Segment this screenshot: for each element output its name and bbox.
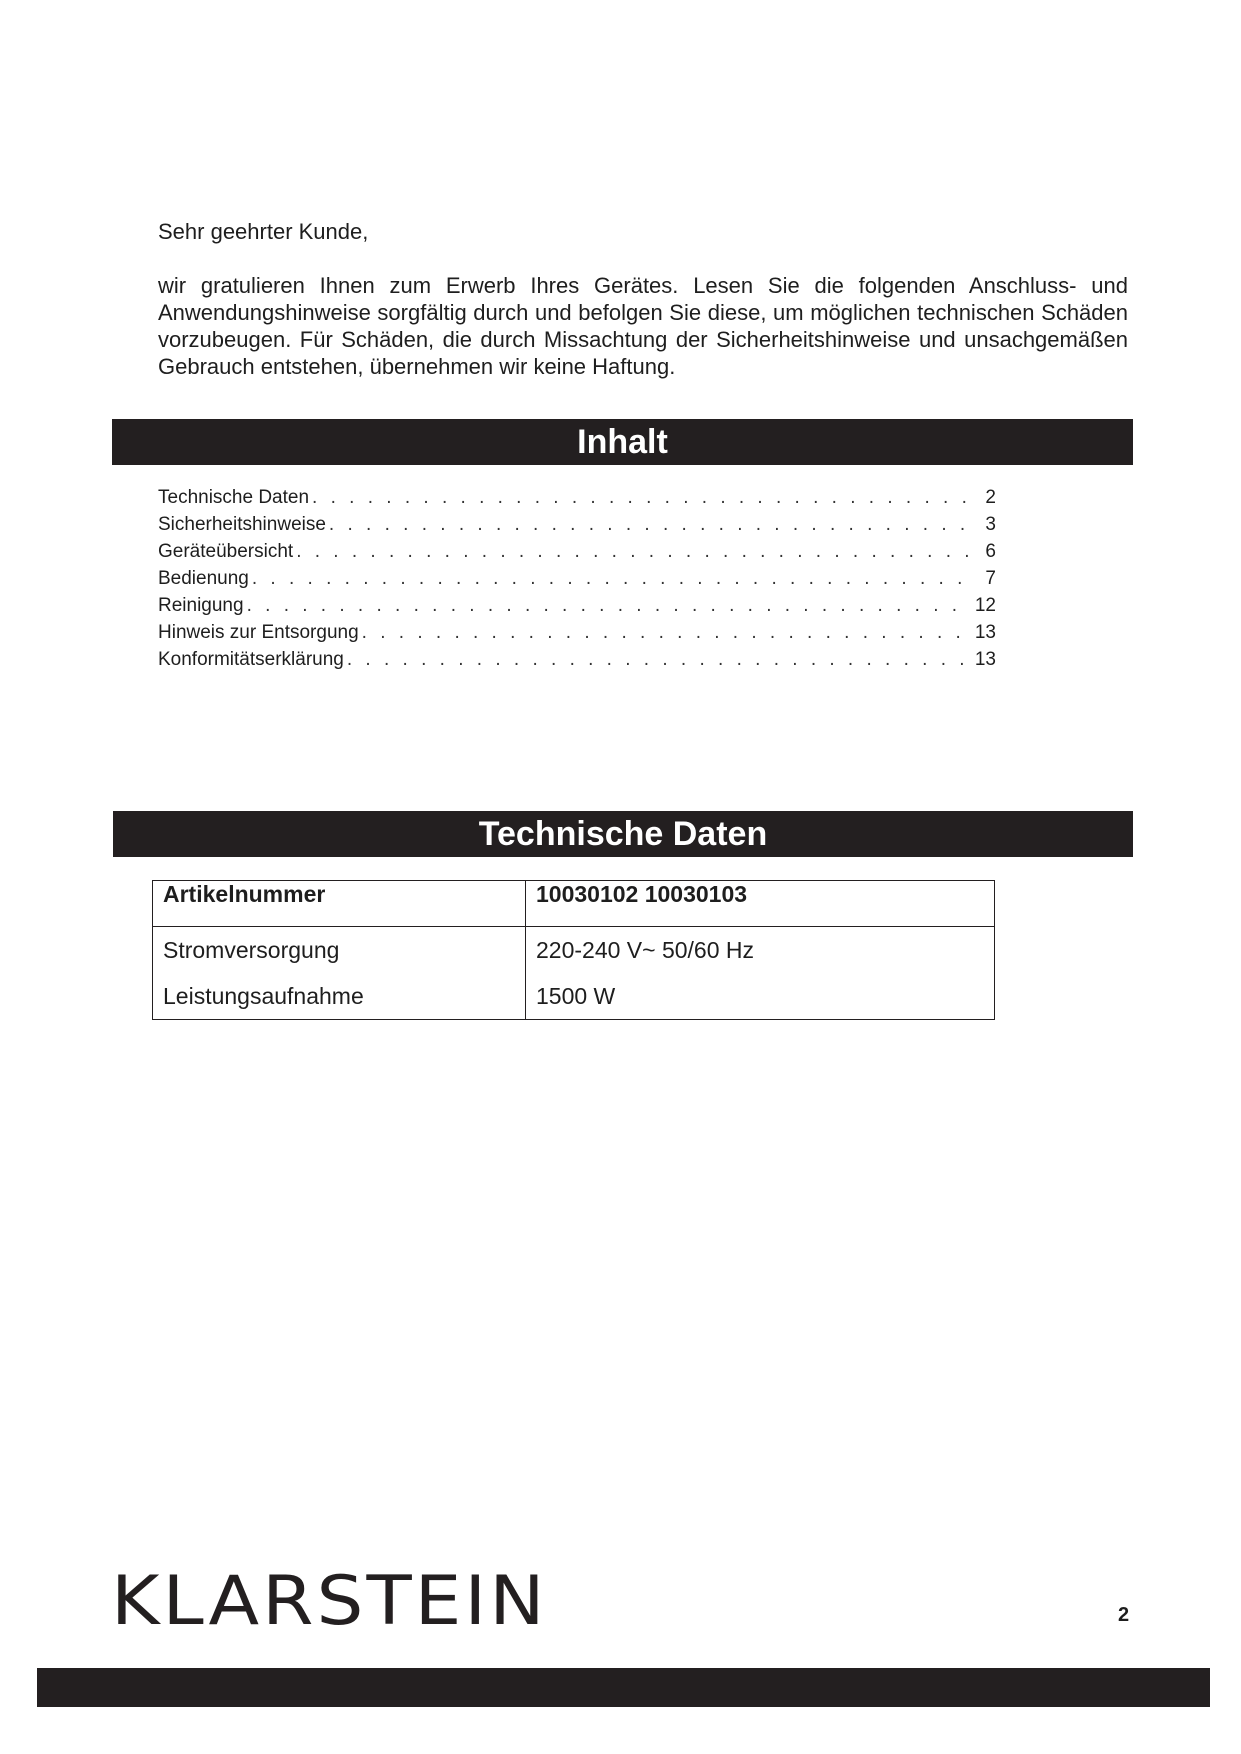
toc-entry[interactable] [158, 487, 996, 514]
toc-leader-dots [362, 622, 972, 644]
spec-value-cell [526, 927, 995, 1020]
toc-leader-dots [296, 541, 973, 563]
toc-entry-page: 3 [985, 514, 996, 535]
tech-data-heading: Technische Daten [113, 811, 1133, 857]
brand-logo: KLARSTEIN [111, 1561, 548, 1641]
spec-label-cell [153, 881, 526, 927]
intro-paragraph: wir gratulieren Ihnen zum Erwerb Ihres Gerätes. Lesen Sie die folgenden Anschluss- und Anwendungshinweise sorgfältig durch und befolgen Sie diese, um möglichen technischen Schäden vorzubeugen. Für Schäden, die durch Missachtung der Sicherheitshinweise und unsachgemäßen Gebrauch entstehen, übernehmen wir keine Haftung. [158, 273, 1128, 379]
spec-label: Artikelnummer [163, 881, 326, 907]
toc-entry[interactable] [158, 649, 996, 676]
table-of-contents [158, 487, 996, 676]
toc-entry-title: Reinigung [158, 595, 244, 616]
toc-entry-title: Hinweis zur Entsorgung [158, 622, 359, 643]
toc-entry[interactable] [158, 541, 996, 568]
toc-entry-page: 13 [974, 649, 996, 670]
page-number: 2 [1118, 1604, 1130, 1626]
spec-value: 220-240 V~ 50/60 Hz [536, 937, 755, 963]
greeting: Sehr geehrter Kunde, [158, 219, 369, 244]
toc-entry-title: Geräteübersicht [158, 541, 294, 562]
toc-leader-dots [329, 514, 973, 536]
toc-entry-page: 12 [974, 595, 996, 616]
toc-entry[interactable] [158, 568, 996, 595]
table-row [153, 927, 995, 1020]
toc-leader-dots [247, 595, 972, 617]
toc-entry-title: Technische Daten [158, 487, 310, 508]
spec-value-cell [526, 881, 995, 927]
toc-heading: Inhalt [112, 419, 1133, 465]
toc-entry[interactable] [158, 622, 996, 649]
spec-label: Leistungsaufnahme [163, 983, 364, 1009]
table-row [153, 881, 995, 927]
toc-leader-dots [252, 568, 973, 590]
toc-entry-page: 13 [974, 622, 996, 643]
toc-entry[interactable] [158, 514, 996, 541]
spec-label: Stromversorgung [163, 937, 340, 963]
spec-label-cell [153, 927, 526, 1020]
toc-entry-page: 6 [985, 541, 996, 562]
toc-entry-page: 2 [985, 487, 996, 508]
footer-bar [37, 1668, 1210, 1707]
toc-entry-title: Konformitätserklärung [158, 649, 344, 670]
tech-data-table [152, 880, 995, 1020]
toc-entry[interactable] [158, 595, 996, 622]
toc-leader-dots [347, 649, 972, 671]
toc-entry-page: 7 [985, 568, 996, 589]
toc-entry-title: Bedienung [158, 568, 249, 589]
spec-value: 1500 W [536, 983, 616, 1009]
toc-entry-title: Sicherheitshinweise [158, 514, 326, 535]
toc-leader-dots [312, 487, 973, 509]
spec-value: 10030102 10030103 [536, 881, 748, 907]
